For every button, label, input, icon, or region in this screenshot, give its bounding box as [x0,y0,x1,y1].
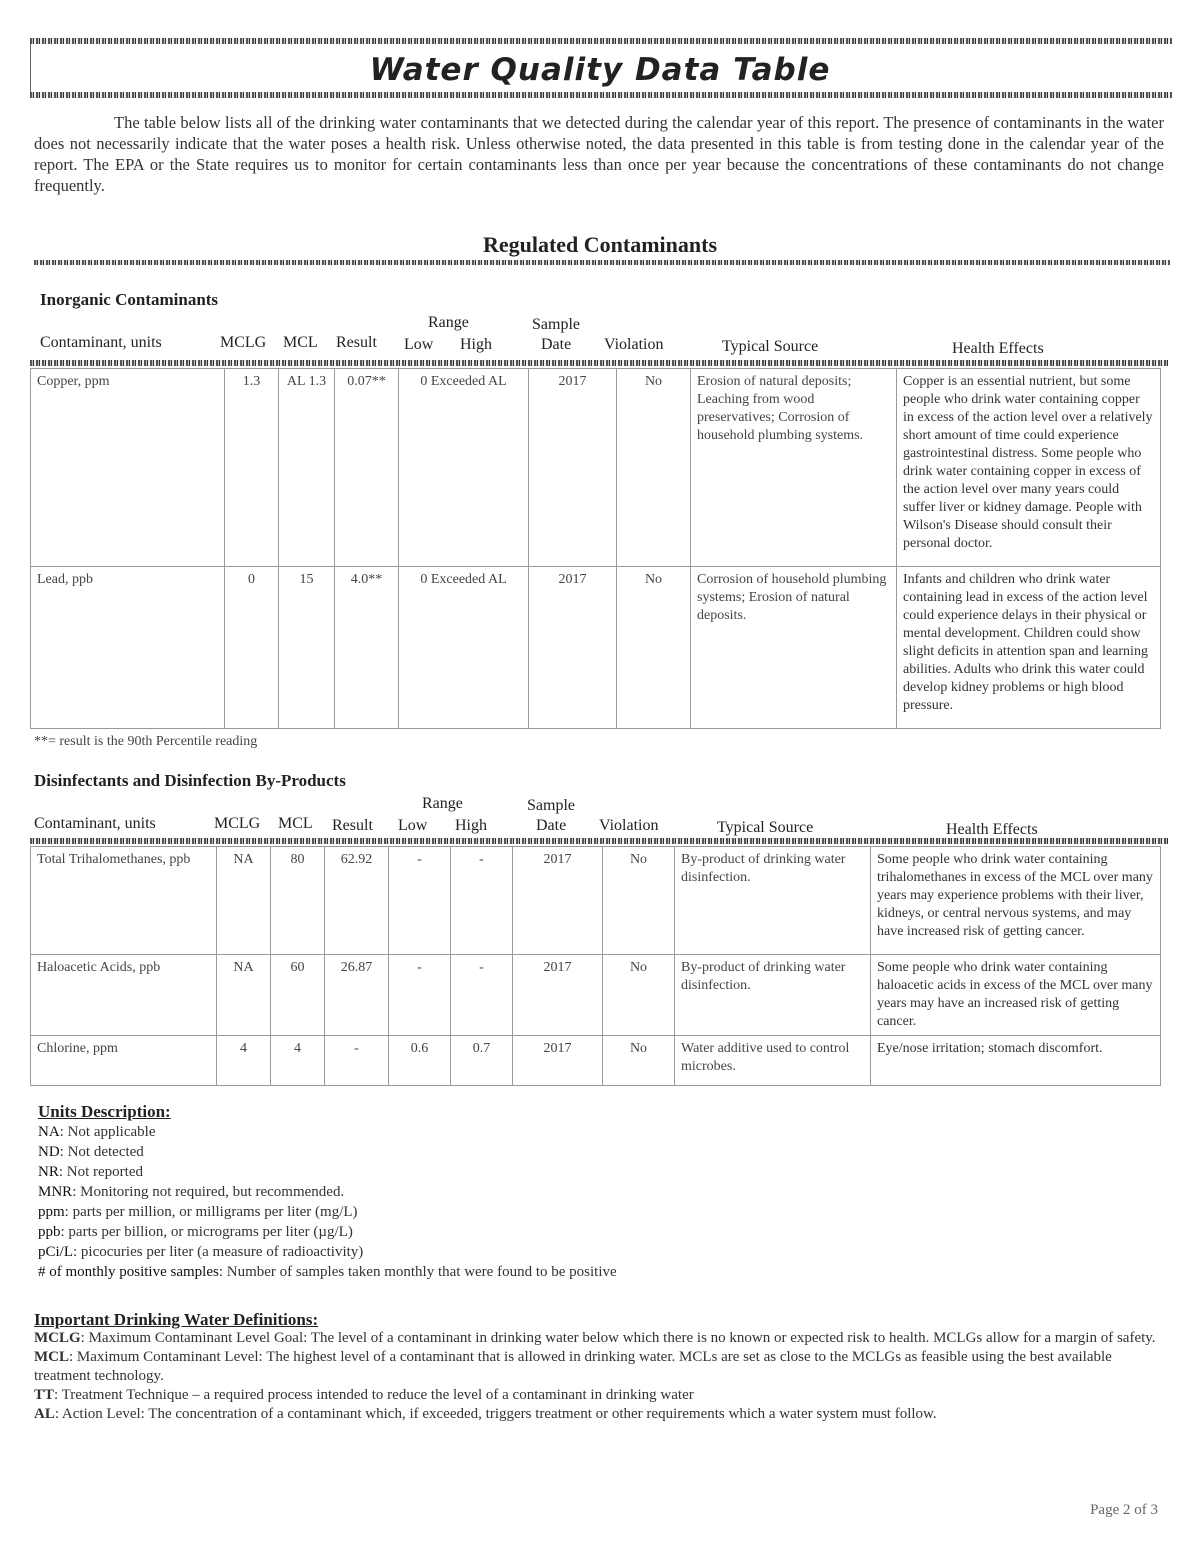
table-row [31,955,1161,1036]
units-description [38,1102,617,1282]
disinfectants-table [30,846,1161,1086]
section-title: Regulated Contaminants [482,232,718,257]
term: # of monthly positive samples [38,1264,219,1280]
header-effects: Health Effects [952,340,1044,357]
banner-bottom-rule [30,92,1172,98]
cell-low: 0.6 [389,1036,451,1086]
term: NR [38,1164,59,1180]
header-high: High [460,336,492,353]
term: pCi/L [38,1244,74,1260]
header-violation: Violation [604,336,664,353]
definition-item [34,1405,1164,1424]
header-source: Typical Source [717,819,814,836]
cell-violation: No [603,955,675,1036]
section-rule [34,260,1170,265]
cell-mcl: AL 1.3 [279,369,335,567]
cell-low: - [389,955,451,1036]
cell-high: - [451,955,513,1036]
banner-top-rule [30,38,1172,44]
cell-violation: No [603,847,675,955]
cell-contaminant: Haloacetic Acids, ppb [31,955,217,1036]
cell-mclg: 1.3 [225,369,279,567]
table-row [31,369,1161,567]
cell-date: 2017 [529,369,617,567]
description: : Not applicable [59,1124,156,1140]
cell-mcl: 4 [271,1036,325,1086]
cell-effects: Infants and children who drink water containing lead in excess of the action level could experience delays in their physical or mental development. Children could show slight deficits in attention span and learning abilities. Adults who drink this water could develop kidney problems or high blood pressure. [897,567,1161,729]
header-mcl: MCL [278,815,313,832]
cell-high: - [451,847,513,955]
term: ppb [38,1224,61,1240]
header-contaminant: Contaminant, units [34,815,156,832]
cell-source: By-product of drinking water disinfection. [675,847,871,955]
definitions [34,1310,1164,1424]
description: : Action Level: The concentration of a contaminant which, if exceeded, triggers treatment or other requirements which a water system must follow. [54,1406,937,1422]
cell-effects: Eye/nose irritation; stomach discomfort. [871,1036,1161,1086]
footnote: **= result is the 90th Percentile reading [34,734,258,749]
cell-effects: Copper is an essential nutrient, but some people who drink water containing copper in excess of the action level over a relatively short amount of time could experience gastrointestinal distress. Some people who drink water containing copper in excess of the action level over many years could suffer liver or kidney damage. People with Wilson's Disease should consult their personal doctor. [897,369,1161,567]
header-low: Low [398,817,428,834]
cell-mclg: NA [217,955,271,1036]
description: : Not detected [59,1144,144,1160]
header-range: Range [422,795,463,812]
units-list [38,1122,617,1282]
cell-mcl: 60 [271,955,325,1036]
header-mclg: MCLG [220,334,267,351]
header-date: Date [541,336,572,353]
cell-source: Corrosion of household plumbing systems; Erosion of natural deposits. [691,567,897,729]
disinfectants-title: Disinfectants and Disinfection By-Products [34,771,346,790]
header-sample: Sample [532,316,580,333]
header-contaminant: Contaminant, units [40,334,162,351]
description: : parts per billion, or micrograms per liter (µg/L) [60,1224,353,1240]
cell-result: 26.87 [325,955,389,1036]
cell-range: 0 Exceeded AL [399,567,529,729]
cell-source: Water additive used to control microbes. [675,1036,871,1086]
cell-mclg: 0 [225,567,279,729]
definitions-list [34,1329,1164,1424]
cell-mclg: 4 [217,1036,271,1086]
cell-effects: Some people who drink water containing haloacetic acids in excess of the MCL over many years may have an increased risk of getting cancer. [871,955,1161,1036]
cell-contaminant: Lead, ppb [31,567,225,729]
unit-item [38,1222,617,1242]
description: : Treatment Technique – a required process intended to reduce the level of a contaminant in drinking water [54,1387,694,1403]
cell-result: 4.0** [335,567,399,729]
description: : Number of samples taken monthly that were found to be positive [218,1264,617,1280]
cell-result: 0.07** [335,369,399,567]
description: : parts per million, or milligrams per liter (mg/L) [64,1204,358,1220]
term: MNR [38,1184,73,1200]
header-source: Typical Source [722,338,819,355]
header-violation: Violation [599,817,659,834]
header-result: Result [336,334,377,351]
definitions-title: Important Drinking Water Definitions: [34,1310,319,1329]
description: : Not reported [58,1164,143,1180]
header-effects: Health Effects [946,821,1038,838]
cell-violation: No [617,567,691,729]
cell-contaminant: Chlorine, ppm [31,1036,217,1086]
definition-item [34,1329,1164,1348]
description: : picocuries per liter (a measure of radioactivity) [73,1244,364,1260]
inorganic-table [30,368,1161,729]
term: ND [38,1144,60,1160]
unit-item [38,1122,617,1142]
description: : Maximum Contaminant Level Goal: The level of a contaminant in drinking water below which there is no known or expected risk to health. MCLGs allow for a margin of safety. [80,1330,1156,1346]
term: MCL [34,1349,69,1365]
header-low: Low [404,336,434,353]
header-result: Result [332,817,373,834]
cell-source: By-product of drinking water disinfection. [675,955,871,1036]
header-mclg: MCLG [214,815,261,832]
disinfectants-header [0,795,1200,839]
term: NA [38,1124,60,1140]
unit-item [38,1162,617,1182]
cell-date: 2017 [529,567,617,729]
page-title: Water Quality Data Table [369,52,831,88]
inorganic-header-rule [30,360,1168,366]
table-row [31,567,1161,729]
cell-date: 2017 [513,955,603,1036]
unit-item [38,1262,617,1282]
page-number: Page 2 of 3 [1090,1502,1158,1518]
cell-result: - [325,1036,389,1086]
header-date: Date [536,817,567,834]
definition-item [34,1386,1164,1405]
cell-violation: No [603,1036,675,1086]
cell-date: 2017 [513,847,603,955]
header-sample: Sample [527,797,575,814]
term: AL [34,1406,55,1422]
term: ppm [38,1204,65,1220]
table-row [31,1036,1161,1086]
term: MCLG [34,1330,81,1346]
inorganic-title: Inorganic Contaminants [40,290,219,309]
cell-violation: No [617,369,691,567]
description: : Monitoring not required, but recommended. [72,1184,345,1200]
cell-low: - [389,847,451,955]
table-row [31,847,1161,955]
unit-item [38,1182,617,1202]
unit-item [38,1142,617,1162]
cell-result: 62.92 [325,847,389,955]
cell-effects: Some people who drink water containing trihalomethanes in excess of the MCL over many years may experience problems with their liver, kidneys, or central nervous systems, and may have increased risk of getting cancer. [871,847,1161,955]
description: : Maximum Contaminant Level: The highest level of a contaminant that is allowed in drinking water. MCLs are set as close to the MCLGs as feasible using the best available treatment technology. [34,1349,1112,1384]
intro-paragraph: The table below lists all of the drinking water contaminants that we detected during the calendar year of this report. The presence of contaminants in the water does not necessarily indicate that the water poses a health risk. Unless otherwise noted, the data presented in this table is from testing done in the calendar year of the report. The EPA or the State requires us to monitor for certain contaminants less than once per year because the concentrations of these contaminants do not change frequently. [34,113,1164,195]
cell-mcl: 15 [279,567,335,729]
units-title: Units Description: [38,1102,171,1121]
header-mcl: MCL [283,334,318,351]
cell-contaminant: Copper, ppm [31,369,225,567]
cell-mclg: NA [217,847,271,955]
term: TT [34,1387,55,1403]
definition-item [34,1348,1164,1386]
cell-contaminant: Total Trihalomethanes, ppb [31,847,217,955]
disinfectants-header-rule [30,838,1168,844]
cell-high: 0.7 [451,1036,513,1086]
unit-item [38,1202,617,1222]
header-high: High [455,817,487,834]
cell-range: 0 Exceeded AL [399,369,529,567]
inorganic-header [0,314,1200,358]
cell-date: 2017 [513,1036,603,1086]
cell-mcl: 80 [271,847,325,955]
cell-source: Erosion of natural deposits; Leaching from wood preservatives; Corrosion of household plumbing systems. [691,369,897,567]
header-range: Range [428,314,469,331]
unit-item [38,1242,617,1262]
